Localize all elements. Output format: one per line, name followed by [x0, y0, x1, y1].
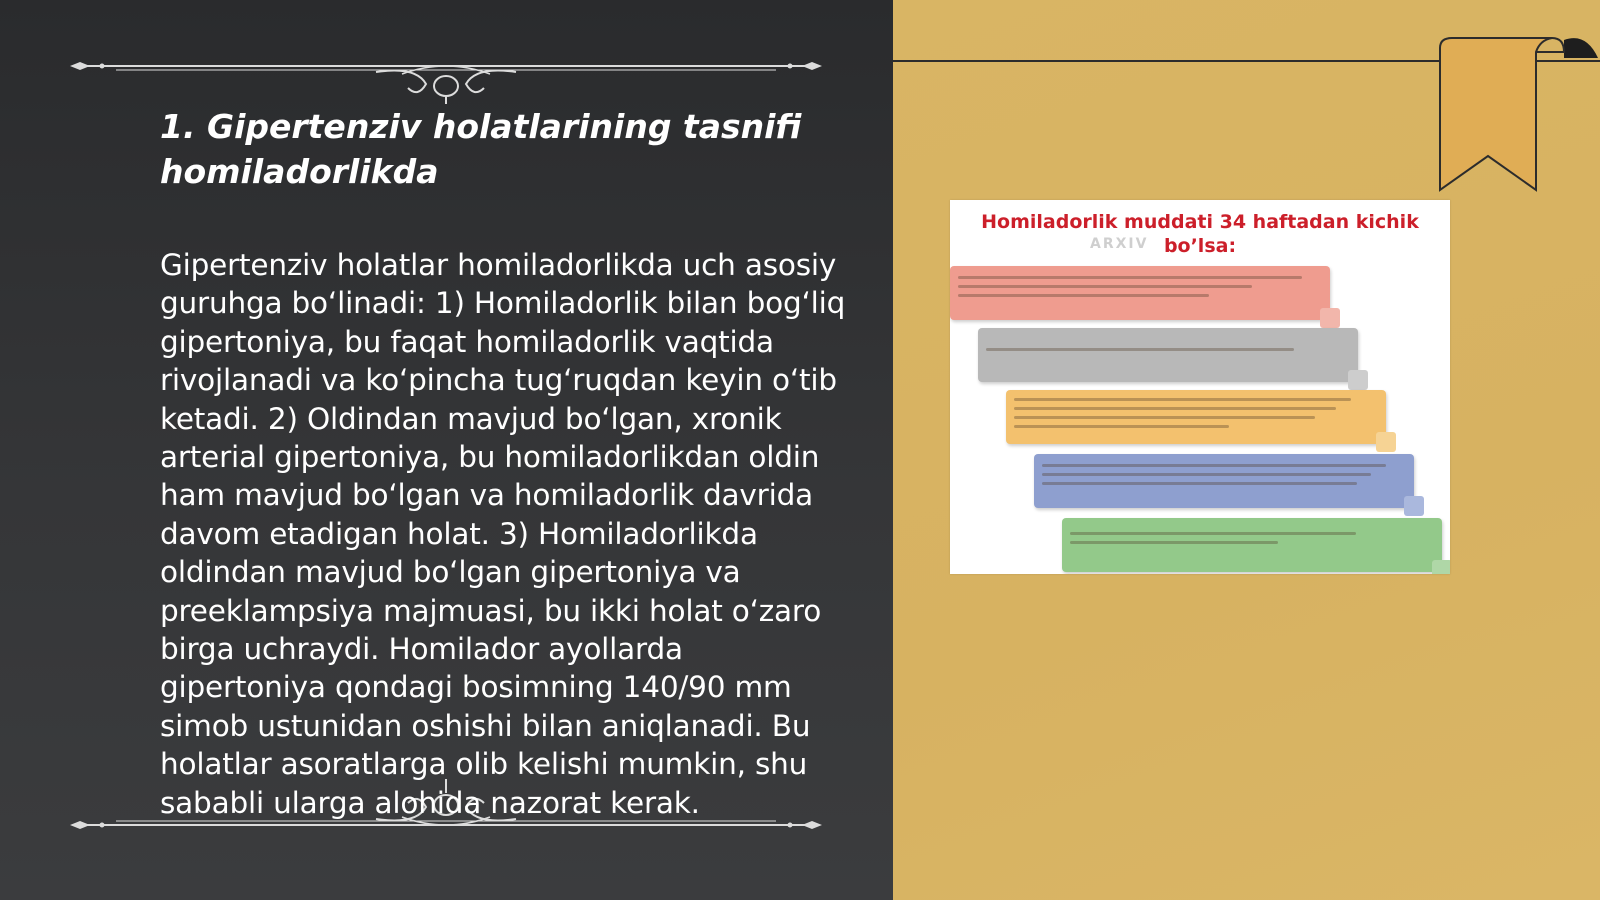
infographic-step-4: [1034, 454, 1414, 508]
watermark-text: ARXIV: [1090, 236, 1149, 252]
infographic-image: [950, 200, 1450, 574]
infographic-step-3: [1006, 390, 1386, 444]
slide-body-text: Gipertenziv holatlar homiladorlikda uch asosiy guruhga bo‘linadi: 1) Homiladorlik bilan bog‘liq gipertoniya, bu faqat homiladorlik vaqtida rivojlanadi va ko‘pincha tug‘ruqdan keyin o‘tib ketadi. 2) Oldindan mavjud bo‘lgan, xronik arterial gipertoniya, bu homiladorlikdan oldin ham mavjud bo‘lgan va homiladorlik davrida davom etadigan holat. 3) Homiladorlikda oldindan mavjud bo‘lgan gipertoniya va preeklampsiya majmuasi, bu ikki holat o‘zaro birga uchraydi. Homilador ayollarda gipertoniya qondagi bosimning 140/90 mm simob ustunidan oshishi bilan aniqlanadi. Bu holatlar asoratlarga olib kelishi mumkin, shu sababli ularga alohida nazorat kerak.: [160, 248, 846, 820]
infographic-step-5: [1062, 518, 1442, 572]
slide-title: 1. Gipertenziv holatlarining tasnifi homiladorlikda: [160, 107, 802, 191]
infographic-step-2: [978, 328, 1358, 382]
infographic-step-1: [950, 266, 1330, 320]
top-ornament-divider: [66, 44, 826, 104]
infographic-title: Homiladorlik muddati 34 haftadan kichik bo’lsa:: [981, 211, 1419, 257]
bookmark-ribbon-icon: [1436, 34, 1600, 204]
